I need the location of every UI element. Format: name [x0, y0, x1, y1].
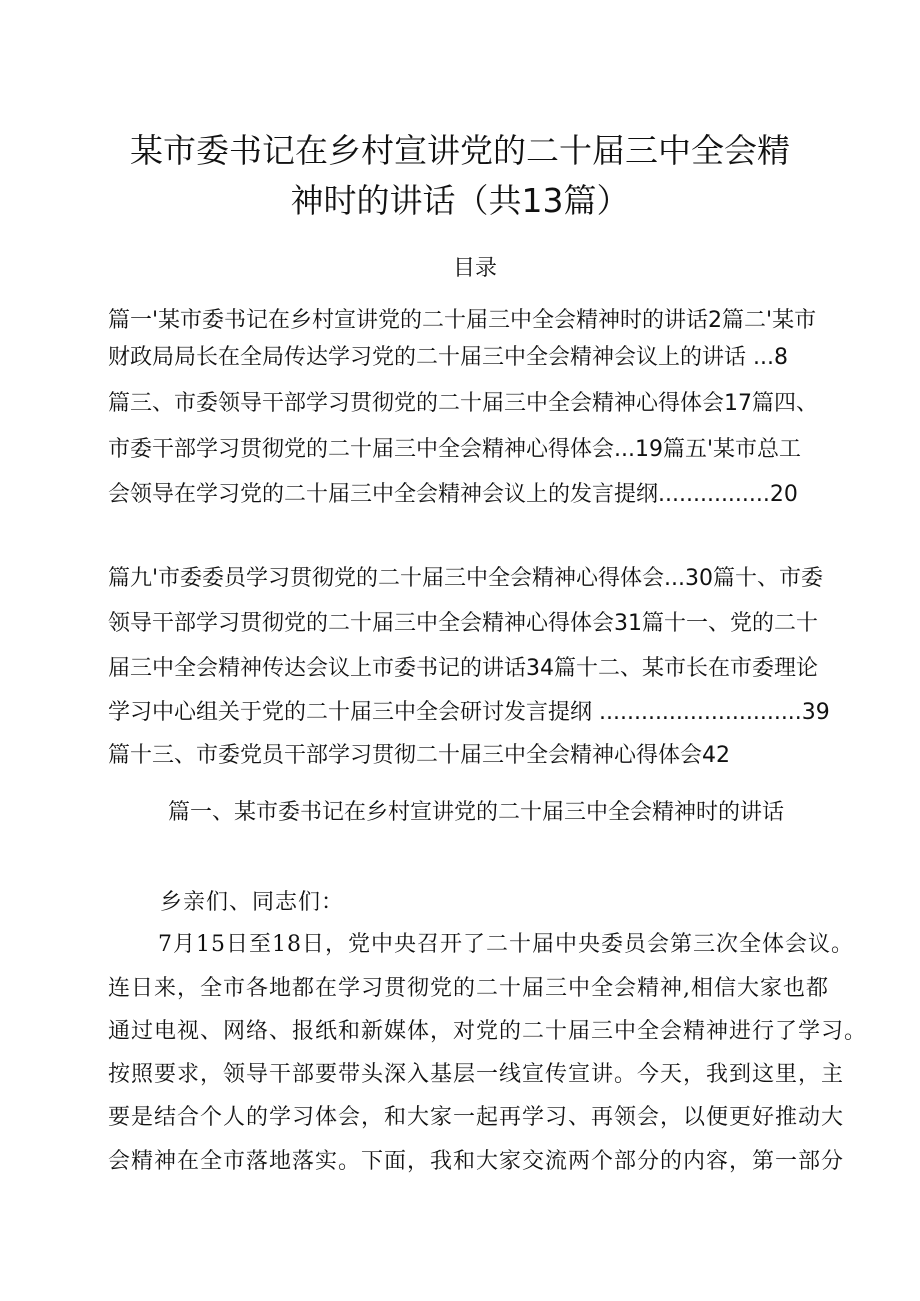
toc-line: 领导干部学习贯彻党的二十届三中全会精神心得体会31篇十一、党的二十: [108, 611, 818, 636]
toc-line: 篇九'市委委员学习贯彻党的二十届三中全会精神心得体会...30篇十、市委: [108, 566, 824, 591]
toc-line: 学习中心组关于党的二十届三中全会研讨发言提纲 .............................39: [108, 700, 830, 725]
toc-line: 篇十三、市委党员干部学习贯彻二十届三中全会精神心得体会42: [108, 743, 730, 768]
paragraph-line: 要是结合个人的学习体会，和大家一起再学习、再领会，以便更好推动大: [108, 1105, 845, 1130]
paragraph-line: 会精神在全市落地落实。下面，我和大家交流两个部分的内容，第一部分: [108, 1149, 845, 1174]
paragraph-line: 7月15日至18日，党中央召开了二十届中央委员会第三次全体会议。: [158, 932, 854, 957]
document-title: [90, 126, 830, 226]
paragraph-line: 连日来，全市各地都在学习贯彻党的二十届三中全会精神,相信大家也都: [108, 976, 829, 1001]
document-title-line-2: 神时的讲话（共13篇）: [290, 181, 630, 220]
section-heading: 篇一、某市委书记在乡村宣讲党的二十届三中全会精神时的讲话: [168, 800, 785, 825]
toc-line: 篇一'某市委书记在乡村宣讲党的二十届三中全会精神时的讲话2篇二'某市: [108, 308, 817, 333]
paragraph-line: 通过电视、网络、报纸和新媒体，对党的二十届三中全会精神进行了学习。: [108, 1019, 868, 1044]
toc-line: 篇三、市委领导干部学习贯彻党的二十届三中全会精神心得体会17篇四、: [108, 391, 818, 416]
toc-line: 市委干部学习贯彻党的二十届三中全会精神心得体会...19篇五'某市总工: [108, 437, 802, 462]
document-title-line-1: 某市委书记在乡村宣讲党的二十届三中全会精: [130, 131, 790, 170]
toc-line: 会领导在学习党的二十届三中全会精神会议上的发言提纲................20: [108, 482, 798, 507]
toc-heading: 目录: [452, 256, 497, 281]
toc-line: 财政局局长在全局传达学习党的二十届三中全会精神会议上的讲话 ...8: [108, 345, 788, 370]
greeting: 乡亲们、同志们：: [160, 890, 345, 915]
paragraph-line: 按照要求，领导干部要带头深入基层一线宣传宣讲。今天，我到这里，主: [108, 1062, 845, 1087]
toc-line: 届三中全会精神传达会议上市委书记的讲话34篇十二、某市长在市委理论: [108, 656, 818, 681]
